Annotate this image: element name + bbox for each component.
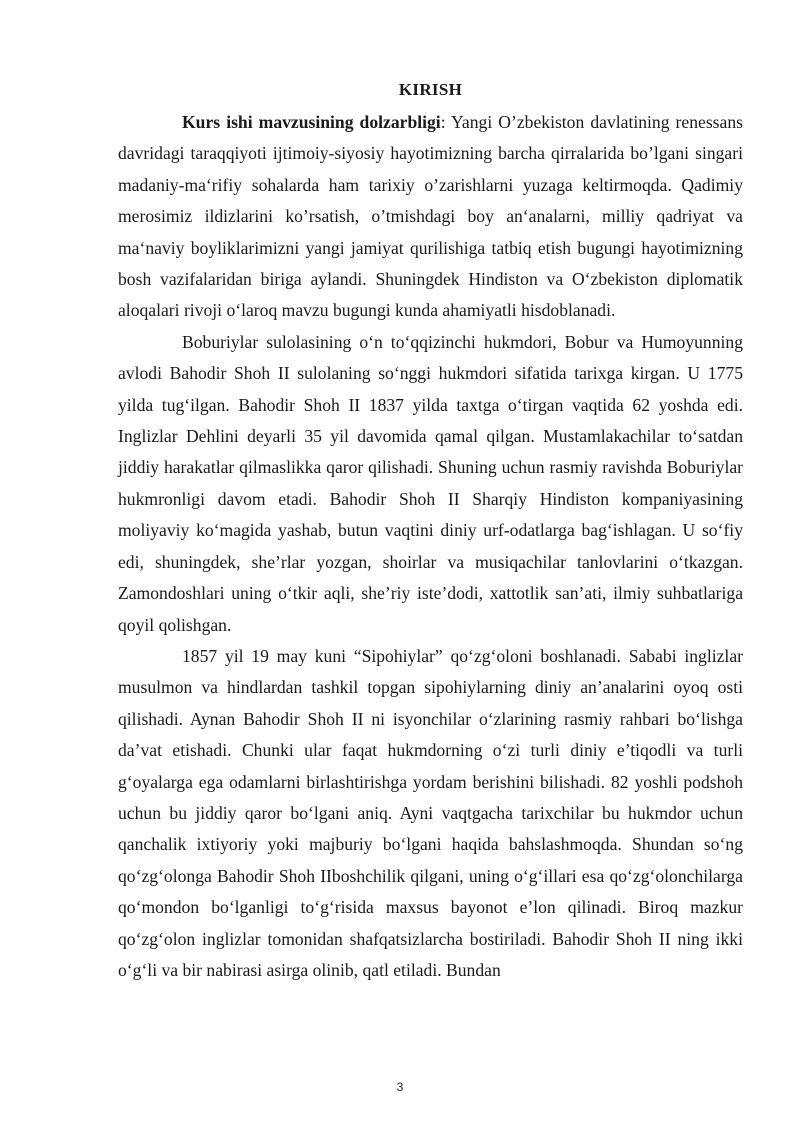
paragraph-relevance xyxy=(118,107,743,327)
section-heading: KIRISH xyxy=(398,80,463,99)
paragraph-lead: Kurs ishi mavzusining dolzarbligi xyxy=(182,112,441,132)
paragraph-text: Yangi O’zbekiston davlatining renessans davridagi taraqqiyoti ijtimoiy-siyosiy hayotimizning barcha qirralarida bo’lgani singari madaniy-ma‘rifiy sohalarda ham tarixiy o’zarishlarni yuzaga keltirmoqda. Qadimiy merosimiz ildizlarini ko’rsatish, o’tmishdagi boy an‘analarni, milliy qadriyat va ma‘naviy boyliklarimizni yangi jamiyat qurilishiga tatbiq etish bugungi hayotimizning bosh vazifalaridan biriga aylandi. Shuningdek Hindiston va O‘zbekiston diplomatik aloqalari rivoji o‘laroq mavzu bugungi kunda ahamiyatli hisdoblanadi. xyxy=(118,112,743,321)
page-content xyxy=(118,74,743,986)
paragraph-lead-suffix: : xyxy=(440,112,446,132)
page-number: 3 xyxy=(396,1080,404,1094)
paragraph-sipohiylar: 1857 yil 19 may kuni “Sipohiylar” qo‘zg‘oloni boshlanadi. Sababi inglizlar musulmon va hindlardan tashkil topgan sipohiylarning diniy an’analarini oyoq osti qilishadi. Aynan Bahodir Shoh II ni isyonchilar o‘zlarining rasmiy rahbari bo‘lishga da’vat etishadi. Chunki ular faqat hukmdorning o‘zi turli diniy e’tiqodli va turli g‘oyalarga ega odamlarni birlashtirishga yordam berishini bilishadi. 82 yoshli podshoh uchun bu jiddiy qaror bo‘lgani aniq. Ayni vaqtgacha tarixchilar bu hukmdor uchun qanchalik ixtiyoriy yoki majburiy bo‘lgani haqida bahslashmoqda. Shundan so‘ng qo‘zg‘olonga Bahodir Shoh IIboshchilik qilgani, uning o‘g‘illari esa qo‘zg‘olonchilarga qo‘mondon bo‘lganligi to‘g‘risida maxsus bayonot e’lon qilinadi. Biroq mazkur qo‘zg‘olon inglizlar tomonidan shafqatsizlarcha bostiriladi. Bahodir Shoh II ning ikki o‘g‘li va bir nabirasi asirga olinib, qatl etiladi. Bundan xyxy=(118,645,743,980)
paragraph-boburiylar: Boburiylar sulolasining o‘n to‘qqizinchi hukmdori, Bobur va Humoyunning avlodi Bahodir Shoh II sulolaning so‘nggi hukmdori sifatida tarixga kirgan. U 1775 yilda tug‘ilgan. Bahodir Shoh II 1837 yilda taxtga o‘tirgan vaqtida 62 yoshda edi. Inglizlar Dehlini deyarli 35 yil davomida qamal qilgan. Mustamlakachilar to‘satdan jiddiy harakatlar qilmaslikka qaror qilishadi. Shuning uchun rasmiy ravishda Boburiylar hukmronligi davom etadi. Bahodir Shoh II Sharqiy Hindiston kompaniyasining moliyaviy ko‘magida yashab, butun vaqtini diniy urf-odatlarga bag‘ishlagan. U so‘fiy edi, shuningdek, she’rlar yozgan, shoirlar va musiqachilar tanlovlarini o‘tkazgan. Zamondoshlari uning o‘tkir aqli, she’riy iste’dodi, xattotlik san’ati, ilmiy suhbatlariga qoyil qolishgan. xyxy=(118,331,743,635)
